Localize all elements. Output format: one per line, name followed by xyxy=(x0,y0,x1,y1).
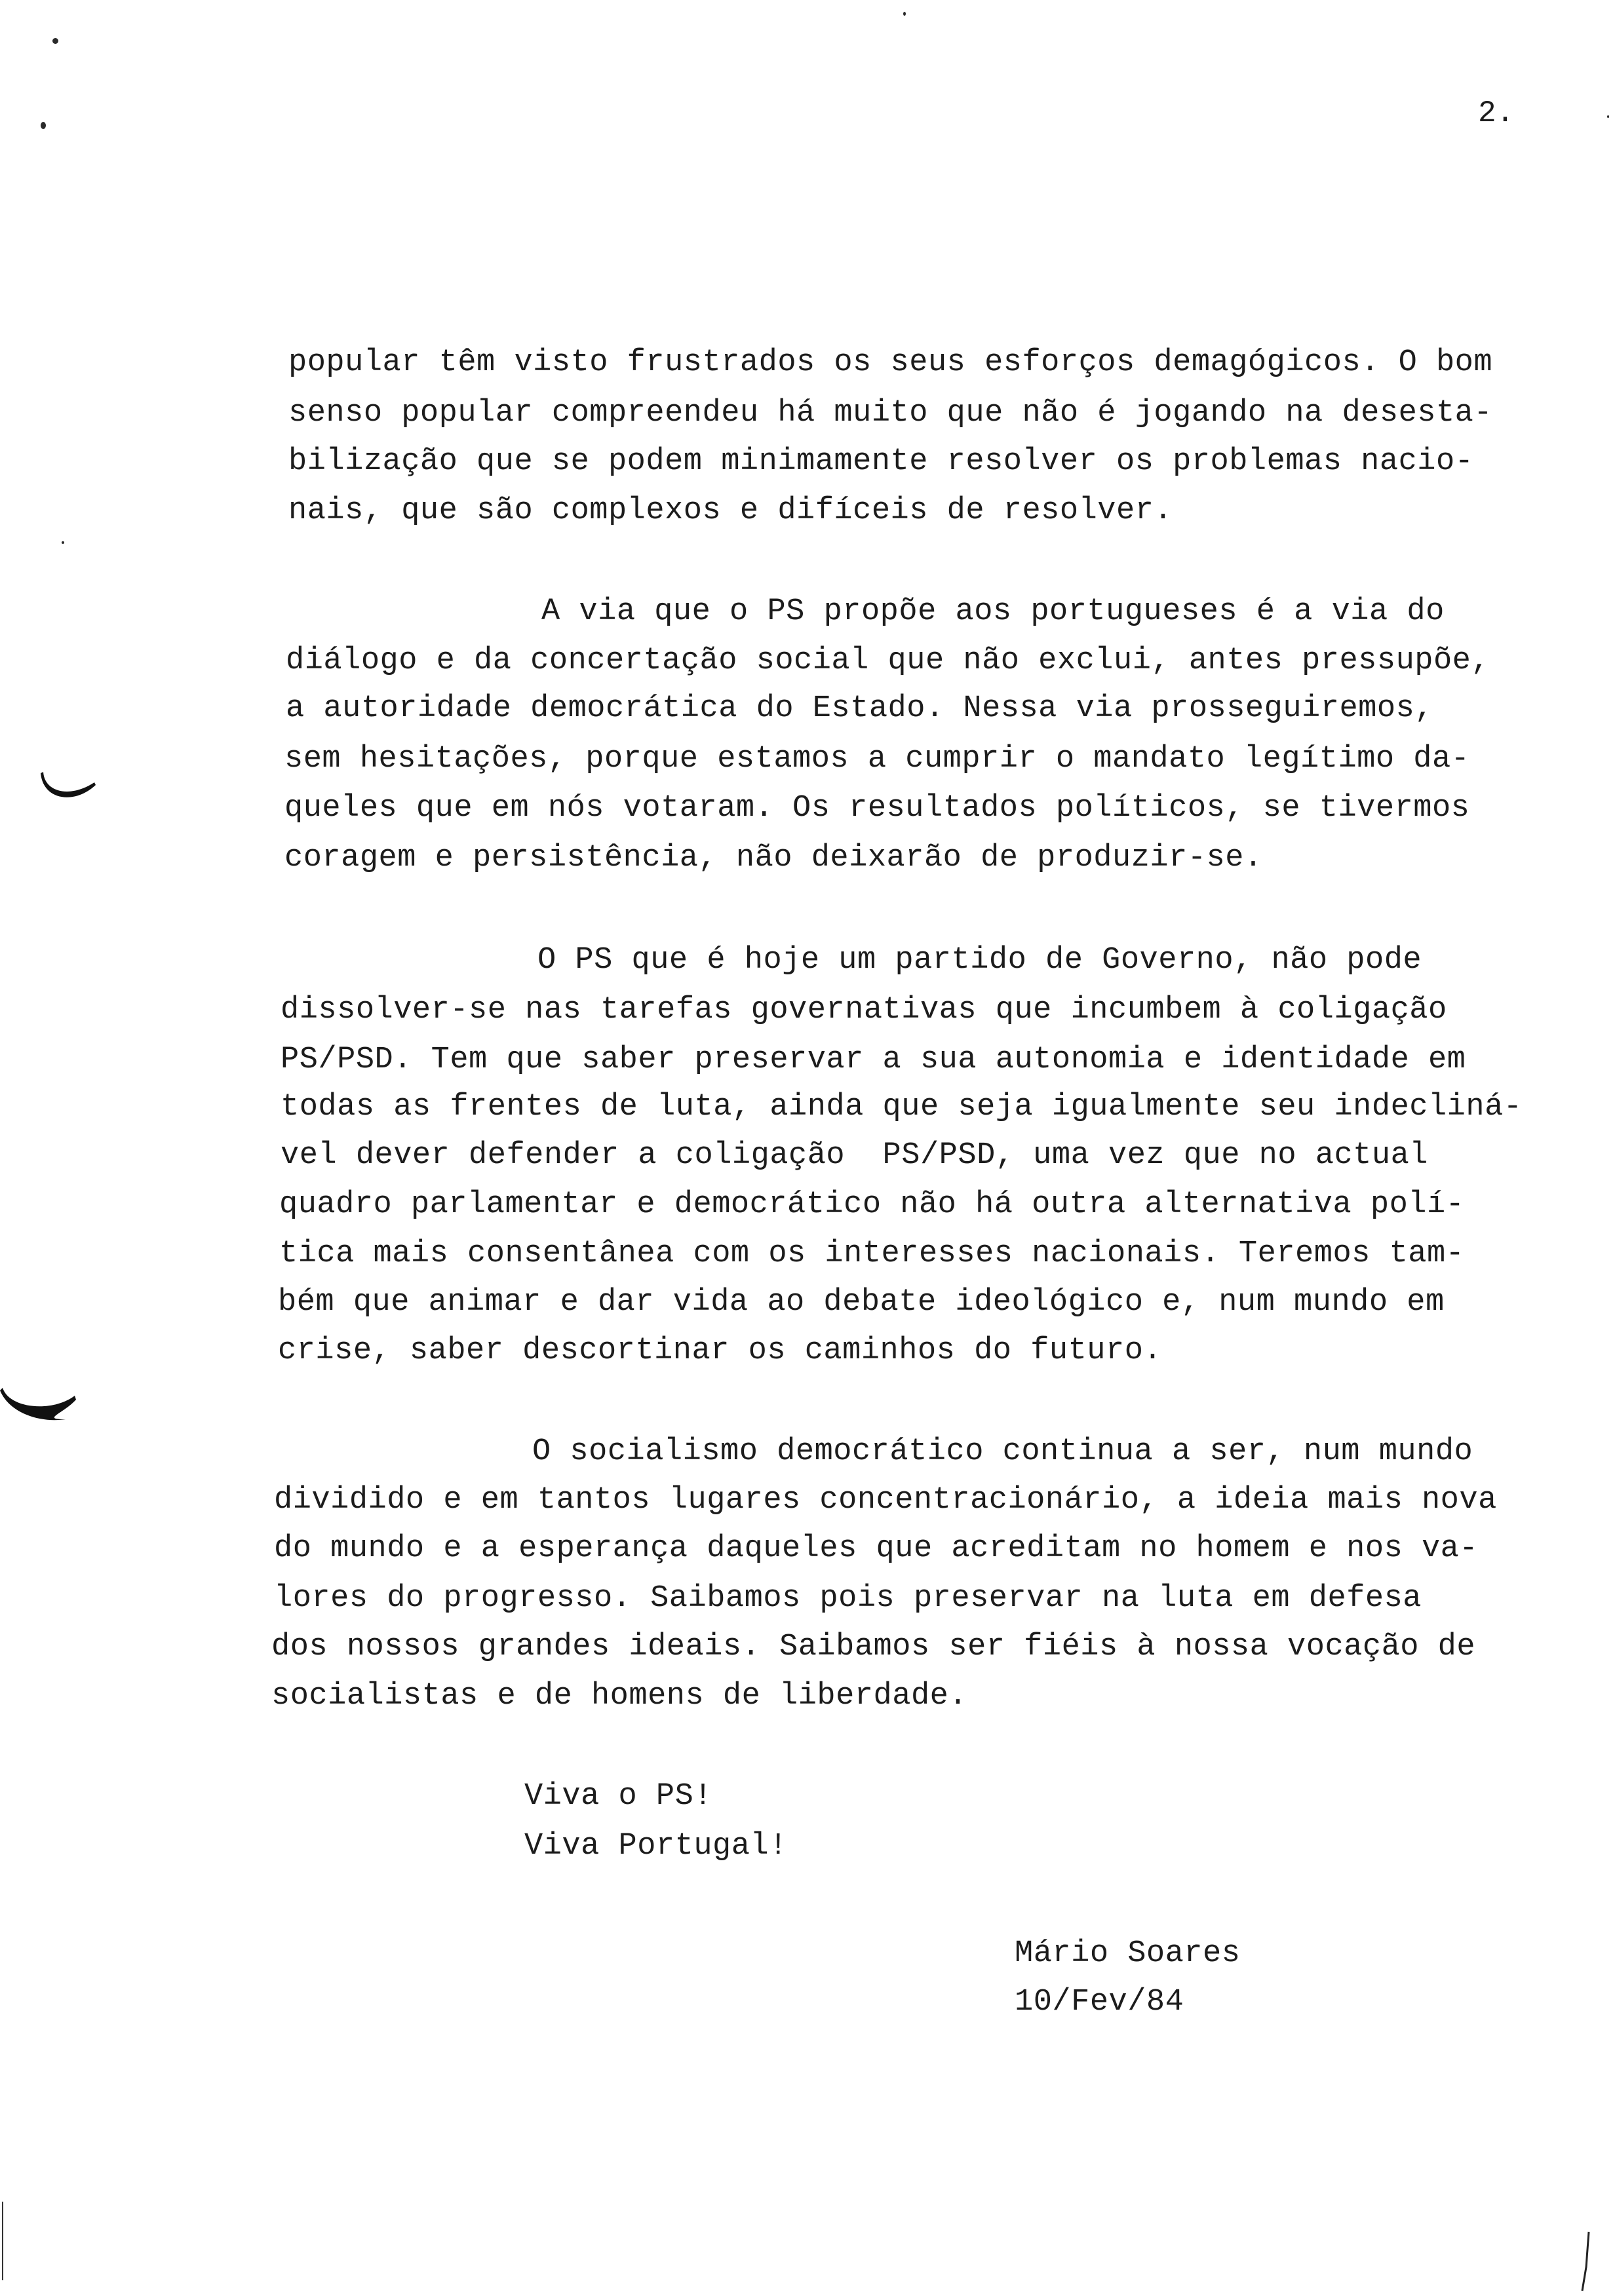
paragraph-4-line-5: dos nossos grandes ideais. Saibamos ser fiéis à nossa vocação de xyxy=(271,1630,1476,1664)
paragraph-3-line-5: vel dever defender a coligação PS/PSD, uma vez que no actual xyxy=(281,1138,1428,1173)
signature-date: 10/Fev/84 xyxy=(1015,1985,1184,2019)
page-number: 2. xyxy=(1478,96,1515,130)
edge-mark xyxy=(1573,2228,1599,2293)
paragraph-3-line-6: quadro parlamentar e democrático não há outra alternativa polí- xyxy=(279,1187,1465,1222)
paragraph-1-line-2: senso popular compreendeu há muito que não é jogando na desesta- xyxy=(288,396,1493,430)
binder-hole-mark xyxy=(0,1376,79,1428)
scan-speck xyxy=(1607,115,1609,118)
paragraph-3-line-9: crise, saber descortinar os caminhos do futuro. xyxy=(278,1333,1163,1368)
paragraph-4-line-1: O socialismo democrático continua a ser, num mundo xyxy=(532,1434,1473,1469)
scan-speck xyxy=(903,12,906,16)
paragraph-2-line-6: coragem e persistência, não deixarão de produzir-se. xyxy=(284,841,1263,875)
scan-speck xyxy=(52,38,58,44)
closing-line-2: Viva Portugal! xyxy=(524,1829,788,1864)
paragraph-1-line-4: nais, que são complexos e difíceis de resolver. xyxy=(288,493,1173,528)
paragraph-4-line-6: socialistas e de homens de liberdade. xyxy=(271,1679,968,1713)
paragraph-2-line-2: diálogo e da concertação social que não exclui, antes pressupõe, xyxy=(286,643,1490,678)
scan-speck xyxy=(41,122,46,129)
paragraph-3-line-8: bém que animar e dar vida ao debate ideológico e, num mundo em xyxy=(278,1285,1445,1320)
closing-line-1: Viva o PS! xyxy=(524,1779,713,1814)
paragraph-2-line-1: A via que o PS propõe aos portugueses é a via do xyxy=(541,594,1445,629)
paragraph-1-line-3: bilização que se podem minimamente resolver os problemas nacio- xyxy=(288,444,1474,479)
paragraph-3-line-1: O PS que é hoje um partido de Governo, não pode xyxy=(537,943,1422,978)
paragraph-2-line-3: a autoridade democrática do Estado. Nessa via prosseguiremos, xyxy=(286,691,1433,726)
paragraph-3-line-7: tica mais consentânea com os interesses nacionais. Teremos tam- xyxy=(279,1236,1465,1271)
paragraph-2-line-4: sem hesitações, porque estamos a cumprir o mandato legítimo da- xyxy=(284,742,1470,776)
scan-speck xyxy=(62,541,64,544)
paragraph-4-line-4: lores do progresso. Saibamos pois preservar na luta em defesa xyxy=(274,1581,1422,1616)
paragraph-4-line-2: dividido e em tantos lugares concentracionário, a ideia mais nova xyxy=(274,1483,1497,1518)
signature-name: Mário Soares xyxy=(1015,1936,1241,1971)
edge-mark xyxy=(0,2202,7,2280)
paragraph-1-line-1: popular têm visto frustrados os seus esforços demagógicos. O bom xyxy=(288,345,1493,380)
paragraph-3-line-4: todas as frentes de luta, ainda que seja igualmente seu indecliná- xyxy=(281,1090,1523,1124)
paragraph-4-line-3: do mundo e a esperança daqueles que acreditam no homem e nos va- xyxy=(274,1531,1479,1566)
paragraph-3-line-3: PS/PSD. Tem que saber preservar a sua autonomia e identidade em xyxy=(281,1043,1466,1077)
binder-hole-mark xyxy=(39,767,98,806)
paragraph-2-line-5: queles que em nós votaram. Os resultados políticos, se tivermos xyxy=(284,791,1470,826)
paragraph-3-line-2: dissolver-se nas tarefas governativas que incumbem à coligação xyxy=(281,993,1447,1027)
